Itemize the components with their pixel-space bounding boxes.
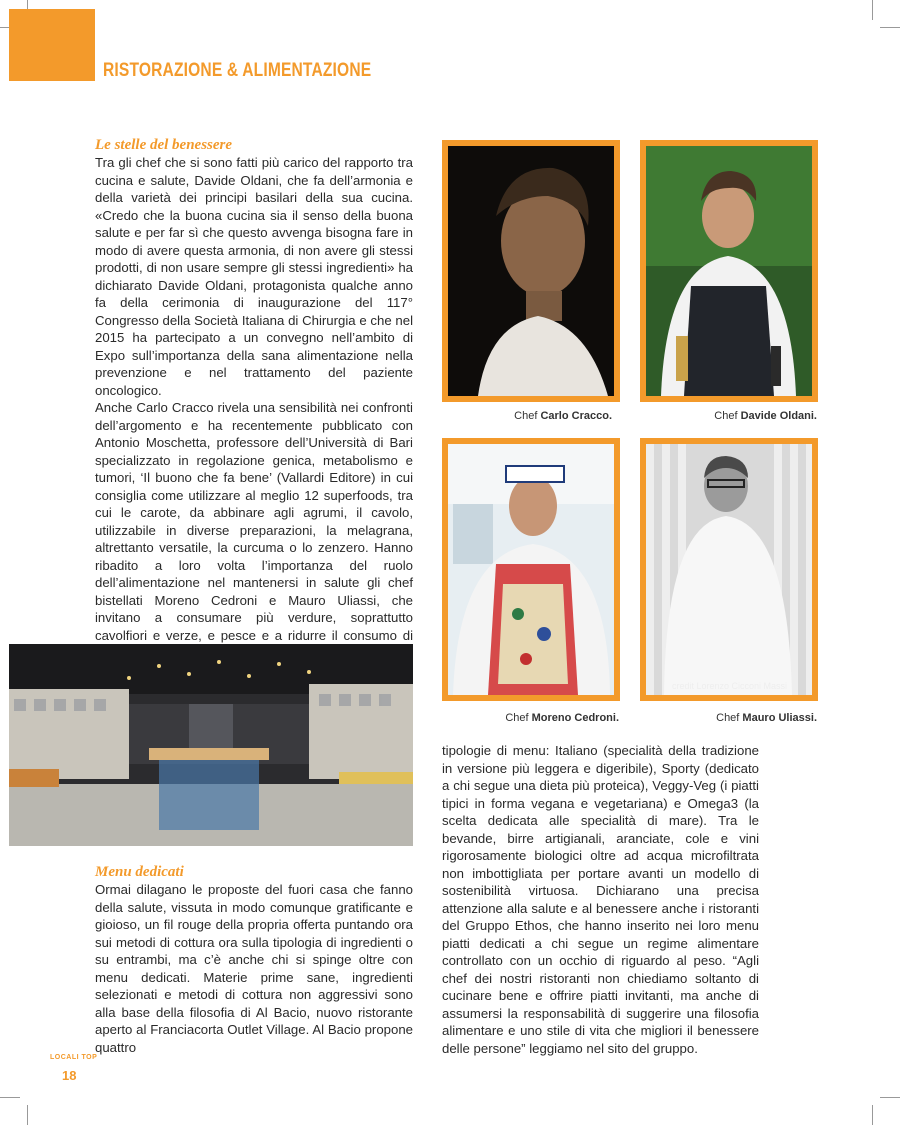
caption-cracco bbox=[508, 410, 612, 422]
photo-carlo-cracco bbox=[442, 140, 620, 402]
caption-name: Mauro Uliassi. bbox=[742, 712, 817, 724]
crop-mark bbox=[872, 0, 873, 20]
caption-name: Moreno Cedroni. bbox=[531, 712, 619, 724]
article-body-left-bottom bbox=[95, 881, 413, 1056]
crop-mark bbox=[880, 27, 900, 28]
caption-prefix: Chef bbox=[505, 712, 532, 724]
caption-oldani bbox=[700, 410, 817, 422]
photo-moreno-cedroni bbox=[442, 438, 620, 701]
magazine-name: LOCALI TOP bbox=[50, 1054, 98, 1061]
article-body-left-top bbox=[95, 154, 413, 662]
article-heading-menu: Menu dedicati bbox=[95, 864, 184, 880]
paragraph-oldani: Tra gli chef che si sono fatti più carico del rapporto tra cucina e salute, Davide Oldani, che fa dell’armonia e della varietà dei principi basilari della sua cucina. «Credo che la buona cucina sia il senso della buona salute e per far sì che questo avvenga bisogna fare in modo di avere questa armonia, di non avere gli stessi prodotti, di non usare sempre gli stessi ingredienti» ha dichiarato Davide Oldani, protagonista qualche anno fa della cerimonia di inaugurazione del 117° Congresso della Società Italiana di Chirurgia e che nel 2015 ha partecipato a un convegno nell’ambito di Expo sull’importanza della sana alimentazione nella prevenzione e nel trattamento del paziente oncologico. bbox=[95, 155, 413, 398]
caption-prefix: Chef bbox=[714, 410, 741, 422]
caption-name: Davide Oldani. bbox=[740, 410, 817, 422]
article-heading-stelle: Le stelle del benessere bbox=[95, 137, 233, 153]
paragraph-al-bacio-ethos: tipologie di menu: Italiano (specialità della tradizione in versione più leggera e digeribile), Sporty (dedicato a chi segue una dieta più proteica), Veggy-Veg (i piatti tipici in forma vegana e vegetariana) e Omega3 (la scelta dedicata alle specialità di mare). Tra le bevande, birre artigianali, aranciate, cole e vini rigorosamente biologici oltre ad acqua microfiltrata non imbottigliata per portare avanti un modello di sostenibilità virtuosa. Dichiarano una precisa attenzione alla salute e al benessere anche i ristoranti del Gruppo Ethos, che hanno inserito nei loro menu piatti dedicati a chi segue un regime alimentare controllato con un occhio di riguardo al peso. “Agli chef dei nostri ristoranti non chiediamo soltanto di cucinare bene e offrire piatti invitanti, ma anche di assumersi la responsabilità di suggerire una filosofia alimentare e uno stile di vita che migliori il benessere delle persone” leggiamo nel sito del gruppo. bbox=[442, 743, 759, 1056]
caption-cedroni bbox=[500, 712, 619, 724]
section-color-block bbox=[9, 9, 95, 81]
caption-prefix: Chef bbox=[514, 410, 541, 422]
crop-mark bbox=[0, 1097, 20, 1098]
article-body-right-bottom bbox=[442, 742, 759, 1057]
crop-mark bbox=[872, 1105, 873, 1125]
photo-credit: credit Lorenzo Cicconi Massi bbox=[672, 681, 788, 691]
crop-mark bbox=[880, 1097, 900, 1098]
caption-uliassi bbox=[700, 712, 817, 724]
photo-restaurant-interior bbox=[9, 644, 413, 846]
caption-prefix: Chef bbox=[716, 712, 743, 724]
paragraph-menu-dedicati: Ormai dilagano le proposte del fuori casa che fanno della salute, vissuta in modo comunque gratificante e gioioso, un fil rouge della propria offerta puntando ora sui metodi di cottura ora sulla tipologia di ingredienti o su entrambi, ma c’è anche chi si spinge oltre con menu dedicati. Materie prime sane, ingredienti selezionati e metodi di cottura non aggressivi sono alla base della filosofia di Al Bacio, nuovo ristorante aperto al Franciacorta Outlet Village. Al Bacio propone quattro bbox=[95, 882, 413, 1055]
paragraph-cracco: Anche Carlo Cracco rivela una sensibilità nei confronti dell’argomento e ha recentemente pubblicato con Antonio Moschetta, professore dell’Università di Bari specializzato in regolazione genica, metabolismo e tumori, ‘Il buono che fa bene’ (Vallardi Editore) in cui consiglia come utilizzare al meglio 12 superfoods, tra cui le carote, da abbinare agli agrumi, il cavolo, utilizzabile in diverse preparazioni, la melagrana, altrettanto versatile, la curcuma o lo zenzero. Hanno ribadito a loro volta l’importanza del ruolo dell’alimentazione nel mantenersi in salute gli chef bistellati Moreno Cedroni e Mauro Uliassi, che invitano a consumare più verdure, soprattutto cavolfiori e verze, e pesce e a ridurre il consumo di bbox=[95, 400, 413, 643]
caption-name: Carlo Cracco. bbox=[540, 410, 612, 422]
photo-davide-oldani bbox=[640, 140, 818, 402]
section-title: RISTORAZIONE & ALIMENTAZIONE bbox=[103, 60, 372, 81]
crop-mark bbox=[27, 1105, 28, 1125]
page-number: 18 bbox=[62, 1068, 77, 1083]
photo-mauro-uliassi bbox=[640, 438, 818, 701]
